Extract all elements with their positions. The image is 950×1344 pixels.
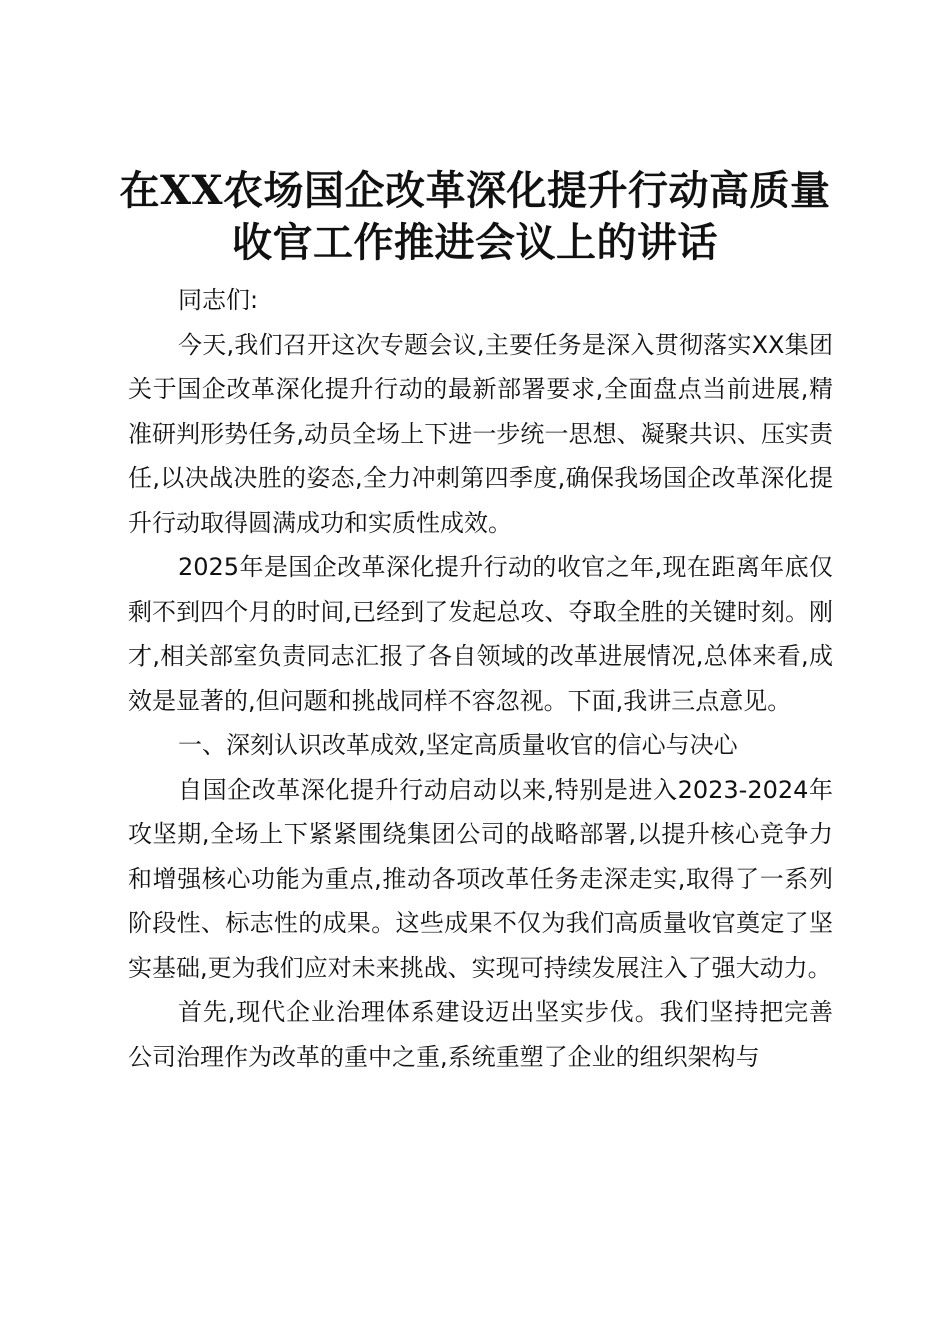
paragraph-section-intro: 自国企改革深化提升行动启动以来,特别是进入2023-2024年攻坚期,全场上下紧紧围绕集团公司的战略部署,以提升核心竞争力和增强核心功能为重点,推动各项改革任务走深走实,取得了一系列阶段性、标志性的成果。这些成果不仅为我们高质量收官奠定了坚实基础,更为我们应对未来挑战、实现可持续发展注入了强大动力。 [128, 775, 833, 982]
paragraph-context: 2025年是国企改革深化提升行动的收官之年,现在距离年底仅剩不到四个月的时间,已经到了发起总攻、夺取全胜的关键时刻。刚才,相关部室负责同志汇报了各自领域的改革进展情况,总体来看,成效是显著的,但问题和挑战同样不容忽视。下面,我讲三点意见。 [128, 553, 833, 715]
document-title: 在XX农场国企改革深化提升行动高质量收官工作推进会议上的讲话 [119, 167, 831, 266]
section-heading: 一、深刻认识改革成效,坚定高质量收官的信心与决心 [178, 731, 738, 759]
document-body [128, 278, 833, 1079]
salutation: 同志们: [178, 286, 259, 314]
paragraph-opening: 今天,我们召开这次专题会议,主要任务是深入贯彻落实XX集团关于国企改革深化提升行动的最新部署要求,全面盘点当前进展,精准研判形势任务,动员全场上下进一步统一思想、凝聚共识、压实责任,以决战决胜的姿态,全力冲刺第四季度,确保我场国企改革深化提升行动取得圆满成功和实质性成效。 [128, 330, 833, 537]
paragraph-section-first: 首先,现代企业治理体系建设迈出坚实步伐。我们坚持把完善公司治理作为改革的重中之重,系统重塑了企业的组织架构与 [128, 998, 833, 1071]
